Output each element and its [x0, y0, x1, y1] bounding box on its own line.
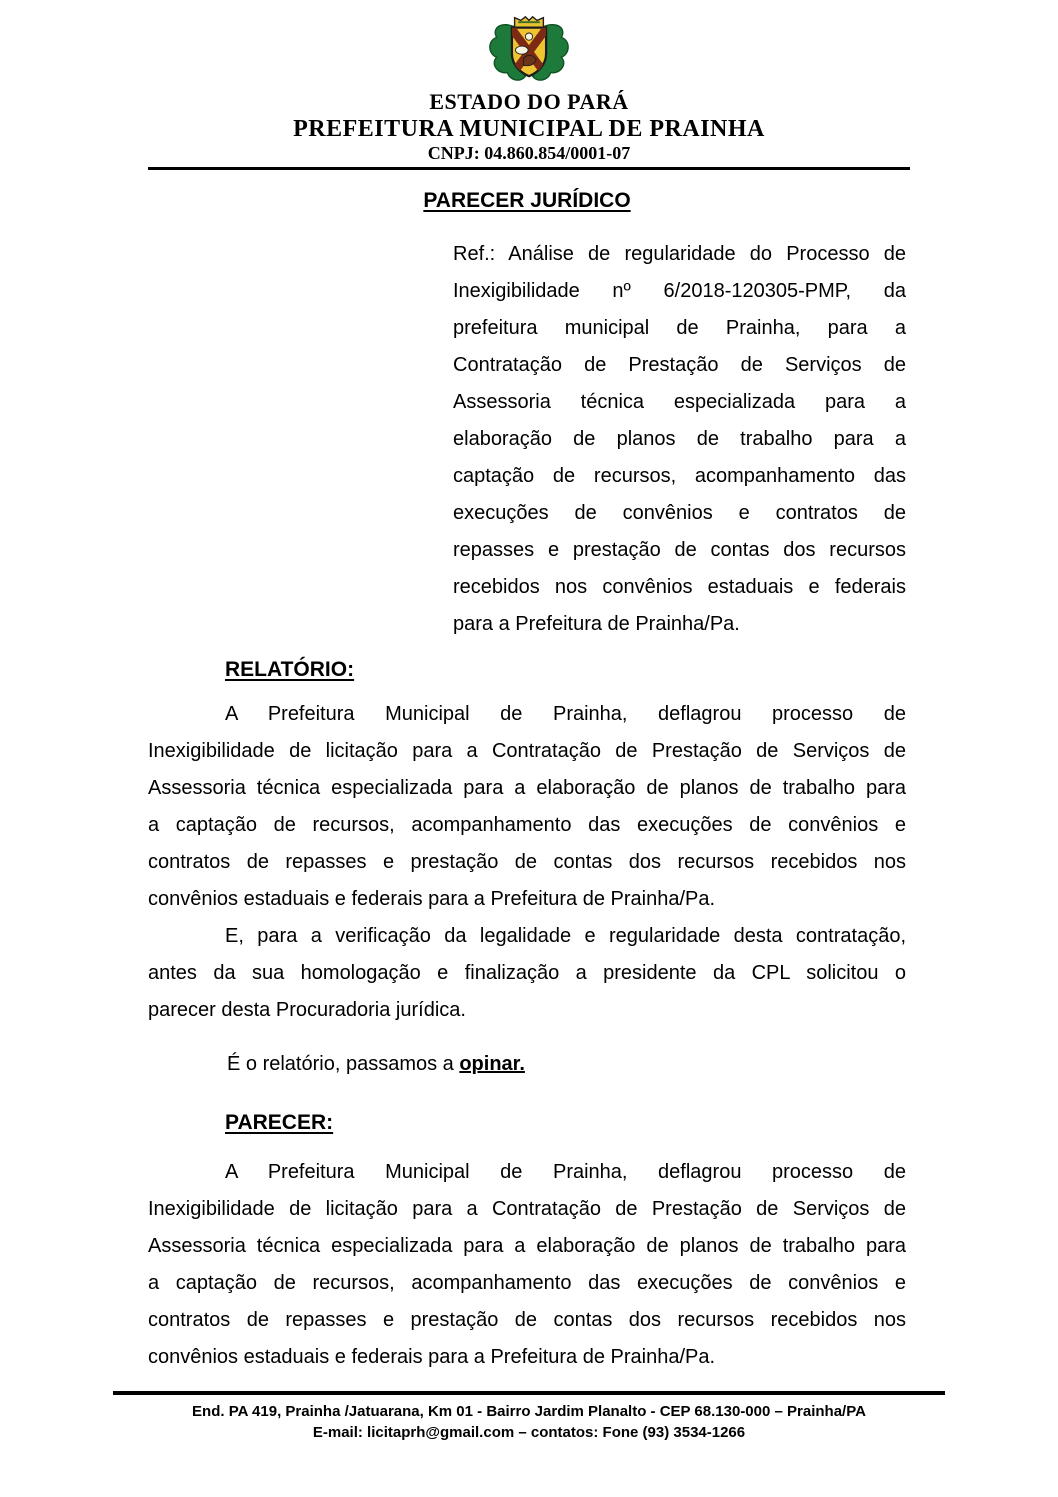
footer-address: End. PA 419, Prainha /Jatuarana, Km 01 - Bairro Jardim Planalto - CEP 68.130-000 – Prainha/PA	[192, 1403, 866, 1420]
paragraph-line: parecer desta Procuradoria jurídica.	[148, 999, 466, 1021]
state-name: ESTADO DO PARÁ	[429, 89, 629, 114]
paragraph-line: Inexigibilidade de licitação para a Contratação de Prestação de Serviços de	[148, 740, 906, 762]
relatorio-paragraph-1	[148, 696, 906, 918]
relatorio-paragraph-2	[148, 918, 906, 1029]
paragraph-line: E, para a verificação da legalidade e regularidade desta contratação,	[225, 925, 906, 947]
paragraph-line: Assessoria técnica especializada para a elaboração de planos de trabalho para	[148, 777, 906, 799]
reference-line: elaboração de planos de trabalho para a	[453, 428, 906, 450]
paragraph-line: a captação de recursos, acompanhamento das execuções de convênios e	[148, 814, 906, 836]
paragraph-line: a captação de recursos, acompanhamento das execuções de convênios e	[148, 1272, 906, 1294]
paragraph-line: contratos de repasses e prestação de contas dos recursos recebidos nos	[148, 851, 906, 873]
paragraph-line: Inexigibilidade de licitação para a Contratação de Prestação de Serviços de	[148, 1198, 906, 1220]
document-title-text: PARECER JURÍDICO	[423, 189, 631, 212]
coat-of-arms-icon	[484, 13, 574, 89]
reference-line: Contratação de Prestação de Serviços de	[453, 354, 906, 376]
footer-contact: E-mail: licitaprh@gmail.com – contatos: Fone (93) 3534-1266	[312, 1424, 746, 1441]
reference-line: captação de recursos, acompanhamento das	[453, 465, 906, 487]
relatorio-closing-line	[148, 1046, 906, 1083]
paragraph-line: contratos de repasses e prestação de contas dos recursos recebidos nos	[148, 1309, 906, 1331]
paragraph-line: Assessoria técnica especializada para a elaboração de planos de trabalho para	[148, 1235, 906, 1257]
cnpj-number: CNPJ: 04.860.854/0001-07	[427, 143, 631, 163]
paragraph-line: A Prefeitura Municipal de Prainha, deflagrou processo de	[225, 1161, 906, 1183]
reference-line: Assessoria técnica especializada para a	[453, 391, 906, 413]
footer-divider	[113, 1391, 945, 1395]
municipality-name: PREFEITURA MUNICIPAL DE PRAINHA	[293, 116, 765, 142]
closing-prefix: É o relatório, passamos a	[227, 1053, 460, 1075]
header-divider	[148, 167, 910, 170]
reference-line: repasses e prestação de contas dos recursos	[453, 539, 906, 561]
parecer-heading	[148, 1104, 906, 1141]
reference-block	[453, 236, 906, 643]
document-body	[148, 188, 906, 1376]
reference-line: para a Prefeitura de Prainha/Pa.	[453, 613, 740, 635]
relatorio-heading-text: RELATÓRIO:	[225, 658, 355, 681]
document-title	[148, 188, 906, 214]
parecer-heading-text: PARECER:	[225, 1111, 334, 1134]
paragraph-line: antes da sua homologação e finalização a presidente da CPL solicitou o	[148, 962, 906, 984]
letterhead	[0, 0, 1058, 170]
reference-line: Ref.: Análise de regularidade do Processo de	[453, 243, 906, 265]
page-footer	[0, 1391, 1058, 1443]
paragraph-line: convênios estaduais e federais para a Prefeitura de Prainha/Pa.	[148, 888, 716, 910]
reference-line: execuções de convênios e contratos de	[453, 502, 906, 524]
closing-emphasis: opinar.	[459, 1053, 525, 1075]
parecer-paragraph-1	[148, 1154, 906, 1376]
paragraph-line: A Prefeitura Municipal de Prainha, deflagrou processo de	[225, 703, 906, 725]
relatorio-heading	[148, 651, 906, 688]
reference-line: Inexigibilidade nº 6/2018-120305-PMP, da	[453, 280, 906, 302]
paragraph-line: convênios estaduais e federais para a Prefeitura de Prainha/Pa.	[148, 1346, 716, 1368]
reference-line: prefeitura municipal de Prainha, para a	[453, 317, 906, 339]
reference-line: recebidos nos convênios estaduais e federais	[453, 576, 906, 598]
